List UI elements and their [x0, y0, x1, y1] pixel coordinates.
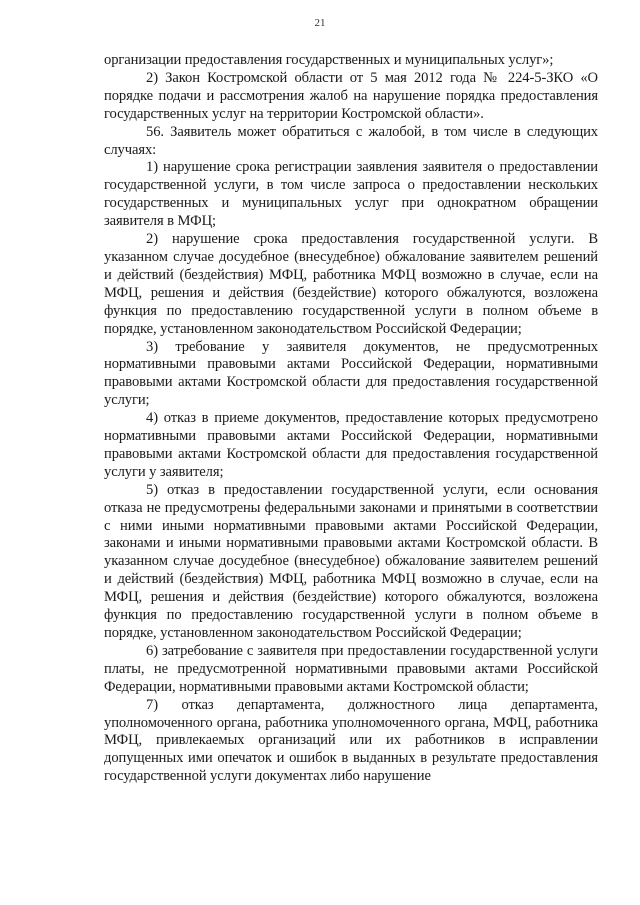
list-item-3: 3) требование у заявителя документов, не предусмотренных нормативными правовыми актами Российской Федерации, нормативными правовыми актами Костромской области для предоставления государственной услуги;: [104, 338, 598, 409]
paragraph-clause-56: 56. Заявитель может обратиться с жалобой, в том числе в следующих случаях:: [104, 123, 598, 158]
paragraph-continuation: организации предоставления государственных и муниципальных услуг»;: [104, 52, 554, 68]
list-item-6: 6) затребование с заявителя при предоставлении государственной услуги платы, не предусмотренной нормативными правовыми актами Российской Федерации, нормативными правовыми актами Костромской области;: [104, 642, 598, 695]
list-item-2: 2) нарушение срока предоставления государственной услуги. В указанном случае досудебное (внесудебное) обжалование заявителем решений и действий (бездействия) МФЦ, работника МФЦ возможно в случае, если на МФЦ, решения и действия (бездействие) которого обжалуются, возложена функция по предоставлению государственной услуги в полном объеме в порядке, установленном законодательством Российской Федерации;: [104, 231, 598, 337]
list-item-7: 7) отказ департамента, должностного лица департамента, уполномоченного органа, работника уполномоченного органа, МФЦ, работника МФЦ, привлекаемых организаций или их работников в исправлении допущенных ими опечаток и ошибок в выданных в результате предоставления государственной услуги документах либо нарушение: [104, 696, 598, 785]
document-body: [104, 52, 598, 786]
list-item-5: 5) отказ в предоставлении государственной услуги, если основания отказа не предусмотрены федеральными законами и принятыми в соответствии с ними иными нормативными правовыми актами Российской Федерации, законами и иными нормативными правовыми актами Костромской области. В указанном случае досудебное (внесудебное) обжалование заявителем решений и действий (бездействия) МФЦ, работника МФЦ возможно в случае, если на МФЦ, решения и действия (бездействие) которого обжалуются, возложена функция по предоставлению государственной услуги в полном объеме в порядке, установленном законодательством Российской Федерации;: [104, 481, 598, 641]
list-item-4: 4) отказ в приеме документов, предоставление которых предусмотрено нормативными правовыми актами Российской Федерации, нормативными правовыми актами Костромской области для предоставления государственной услуги у заявителя;: [104, 410, 598, 480]
page-number: 21: [314, 17, 326, 29]
paragraph-law-item-2: 2) Закон Костромской области от 5 мая 2012 года № 224-5-ЗКО «О порядке подачи и рассмотрения жалоб на нарушение порядка предоставления государственных услуг на территории Костромской области».: [104, 69, 598, 122]
list-item-1: 1) нарушение срока регистрации заявления заявителя о предоставлении государственной услуги, в том числе запроса о предоставлении нескольких государственных и муниципальных услуг при однократном обращении заявителя в МФЦ;: [104, 159, 598, 230]
